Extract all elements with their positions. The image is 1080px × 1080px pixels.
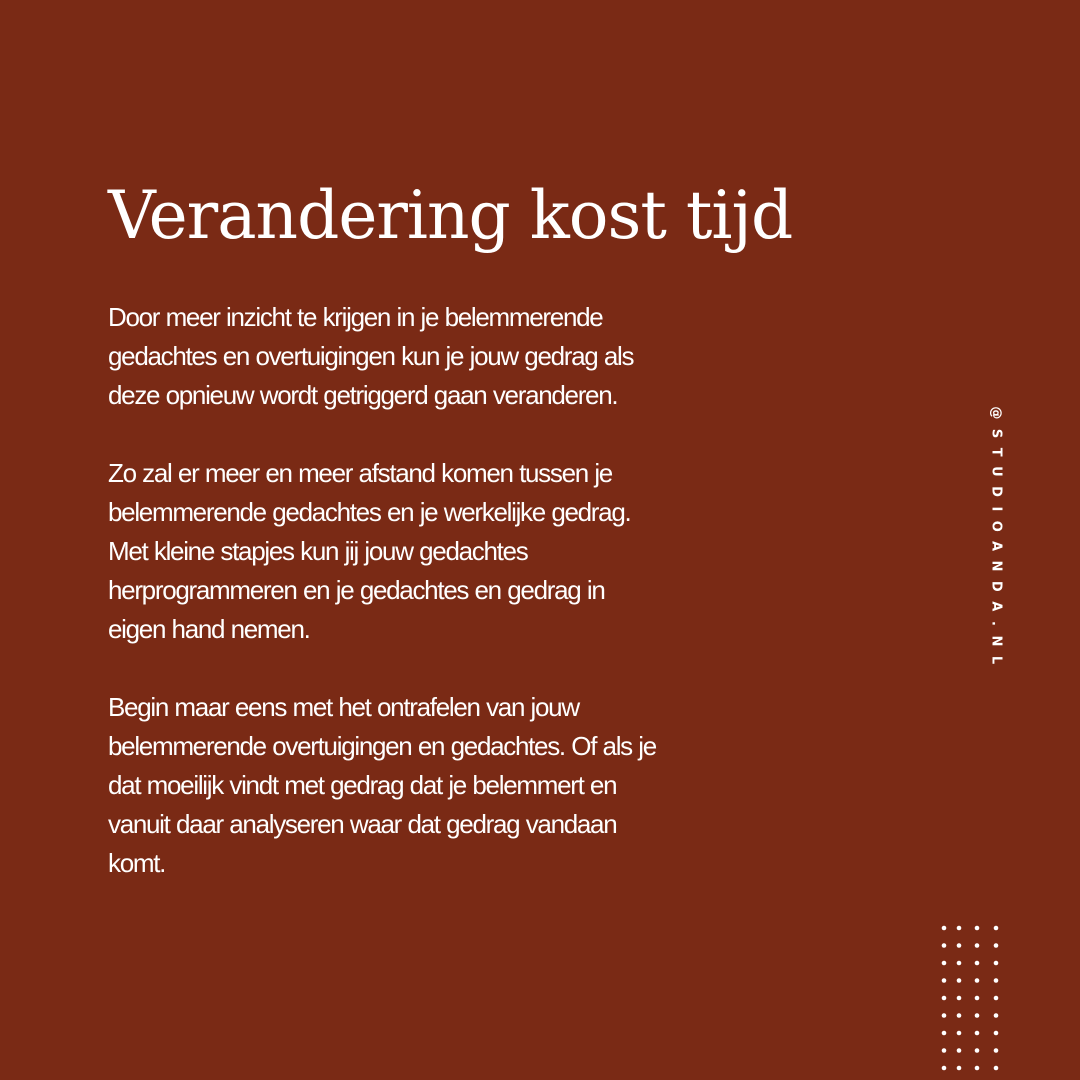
grid-dot xyxy=(975,961,980,966)
grid-dot xyxy=(994,1031,999,1036)
page-title: Verandering kost tijd xyxy=(108,177,793,254)
body-text xyxy=(108,298,738,922)
grid-dot xyxy=(975,1013,980,1018)
grid-dot xyxy=(942,996,947,1001)
grid-dot xyxy=(942,1066,947,1071)
grid-dot xyxy=(957,926,962,931)
paragraph-1: Door meer inzicht te krijgen in je belemmerende gedachtes en overtuigingen kun je jouw gedrag als deze opnieuw wordt getriggerd gaan veranderen. xyxy=(108,302,634,410)
grid-dot xyxy=(957,978,962,983)
grid-dot xyxy=(994,1048,999,1053)
grid-dot xyxy=(957,996,962,1001)
social-handle: @STUDIOANDA.NL xyxy=(988,406,1004,674)
dot-grid-icon xyxy=(937,920,1007,1080)
grid-dot xyxy=(957,1031,962,1036)
grid-dot xyxy=(942,961,947,966)
grid-dot xyxy=(994,1013,999,1018)
grid-dot xyxy=(994,996,999,1001)
grid-dot xyxy=(942,943,947,948)
grid-dot xyxy=(957,1048,962,1053)
grid-dot xyxy=(942,1048,947,1053)
grid-dot xyxy=(942,1031,947,1036)
grid-dot xyxy=(975,926,980,931)
grid-dot xyxy=(975,1031,980,1036)
grid-dot xyxy=(994,978,999,983)
grid-dot xyxy=(942,1013,947,1018)
grid-dot xyxy=(975,1048,980,1053)
grid-dot xyxy=(957,1066,962,1071)
grid-dot xyxy=(994,943,999,948)
paragraph-3: Begin maar eens met het ontrafelen van jouw belemmerende overtuigingen en gedachtes. Of als je dat moeilijk vindt met gedrag dat je belemmert en vanuit daar analyseren waar dat gedrag vandaan komt. xyxy=(108,692,656,878)
grid-dot xyxy=(975,1066,980,1071)
grid-dot xyxy=(957,943,962,948)
grid-dot xyxy=(975,943,980,948)
grid-dot xyxy=(942,978,947,983)
paragraph-2: Zo zal er meer en meer afstand komen tussen je belemmerende gedachtes en je werkelijke gedrag. Met kleine stapjes kun jij jouw gedachtes herprogrammeren en je gedachtes en gedrag in eigen hand nemen. xyxy=(108,458,631,644)
grid-dot xyxy=(975,978,980,983)
grid-dot xyxy=(942,926,947,931)
grid-dot xyxy=(994,926,999,931)
grid-dot xyxy=(957,961,962,966)
grid-dot xyxy=(957,1013,962,1018)
grid-dot xyxy=(994,961,999,966)
grid-dot xyxy=(994,1066,999,1071)
grid-dot xyxy=(975,996,980,1001)
